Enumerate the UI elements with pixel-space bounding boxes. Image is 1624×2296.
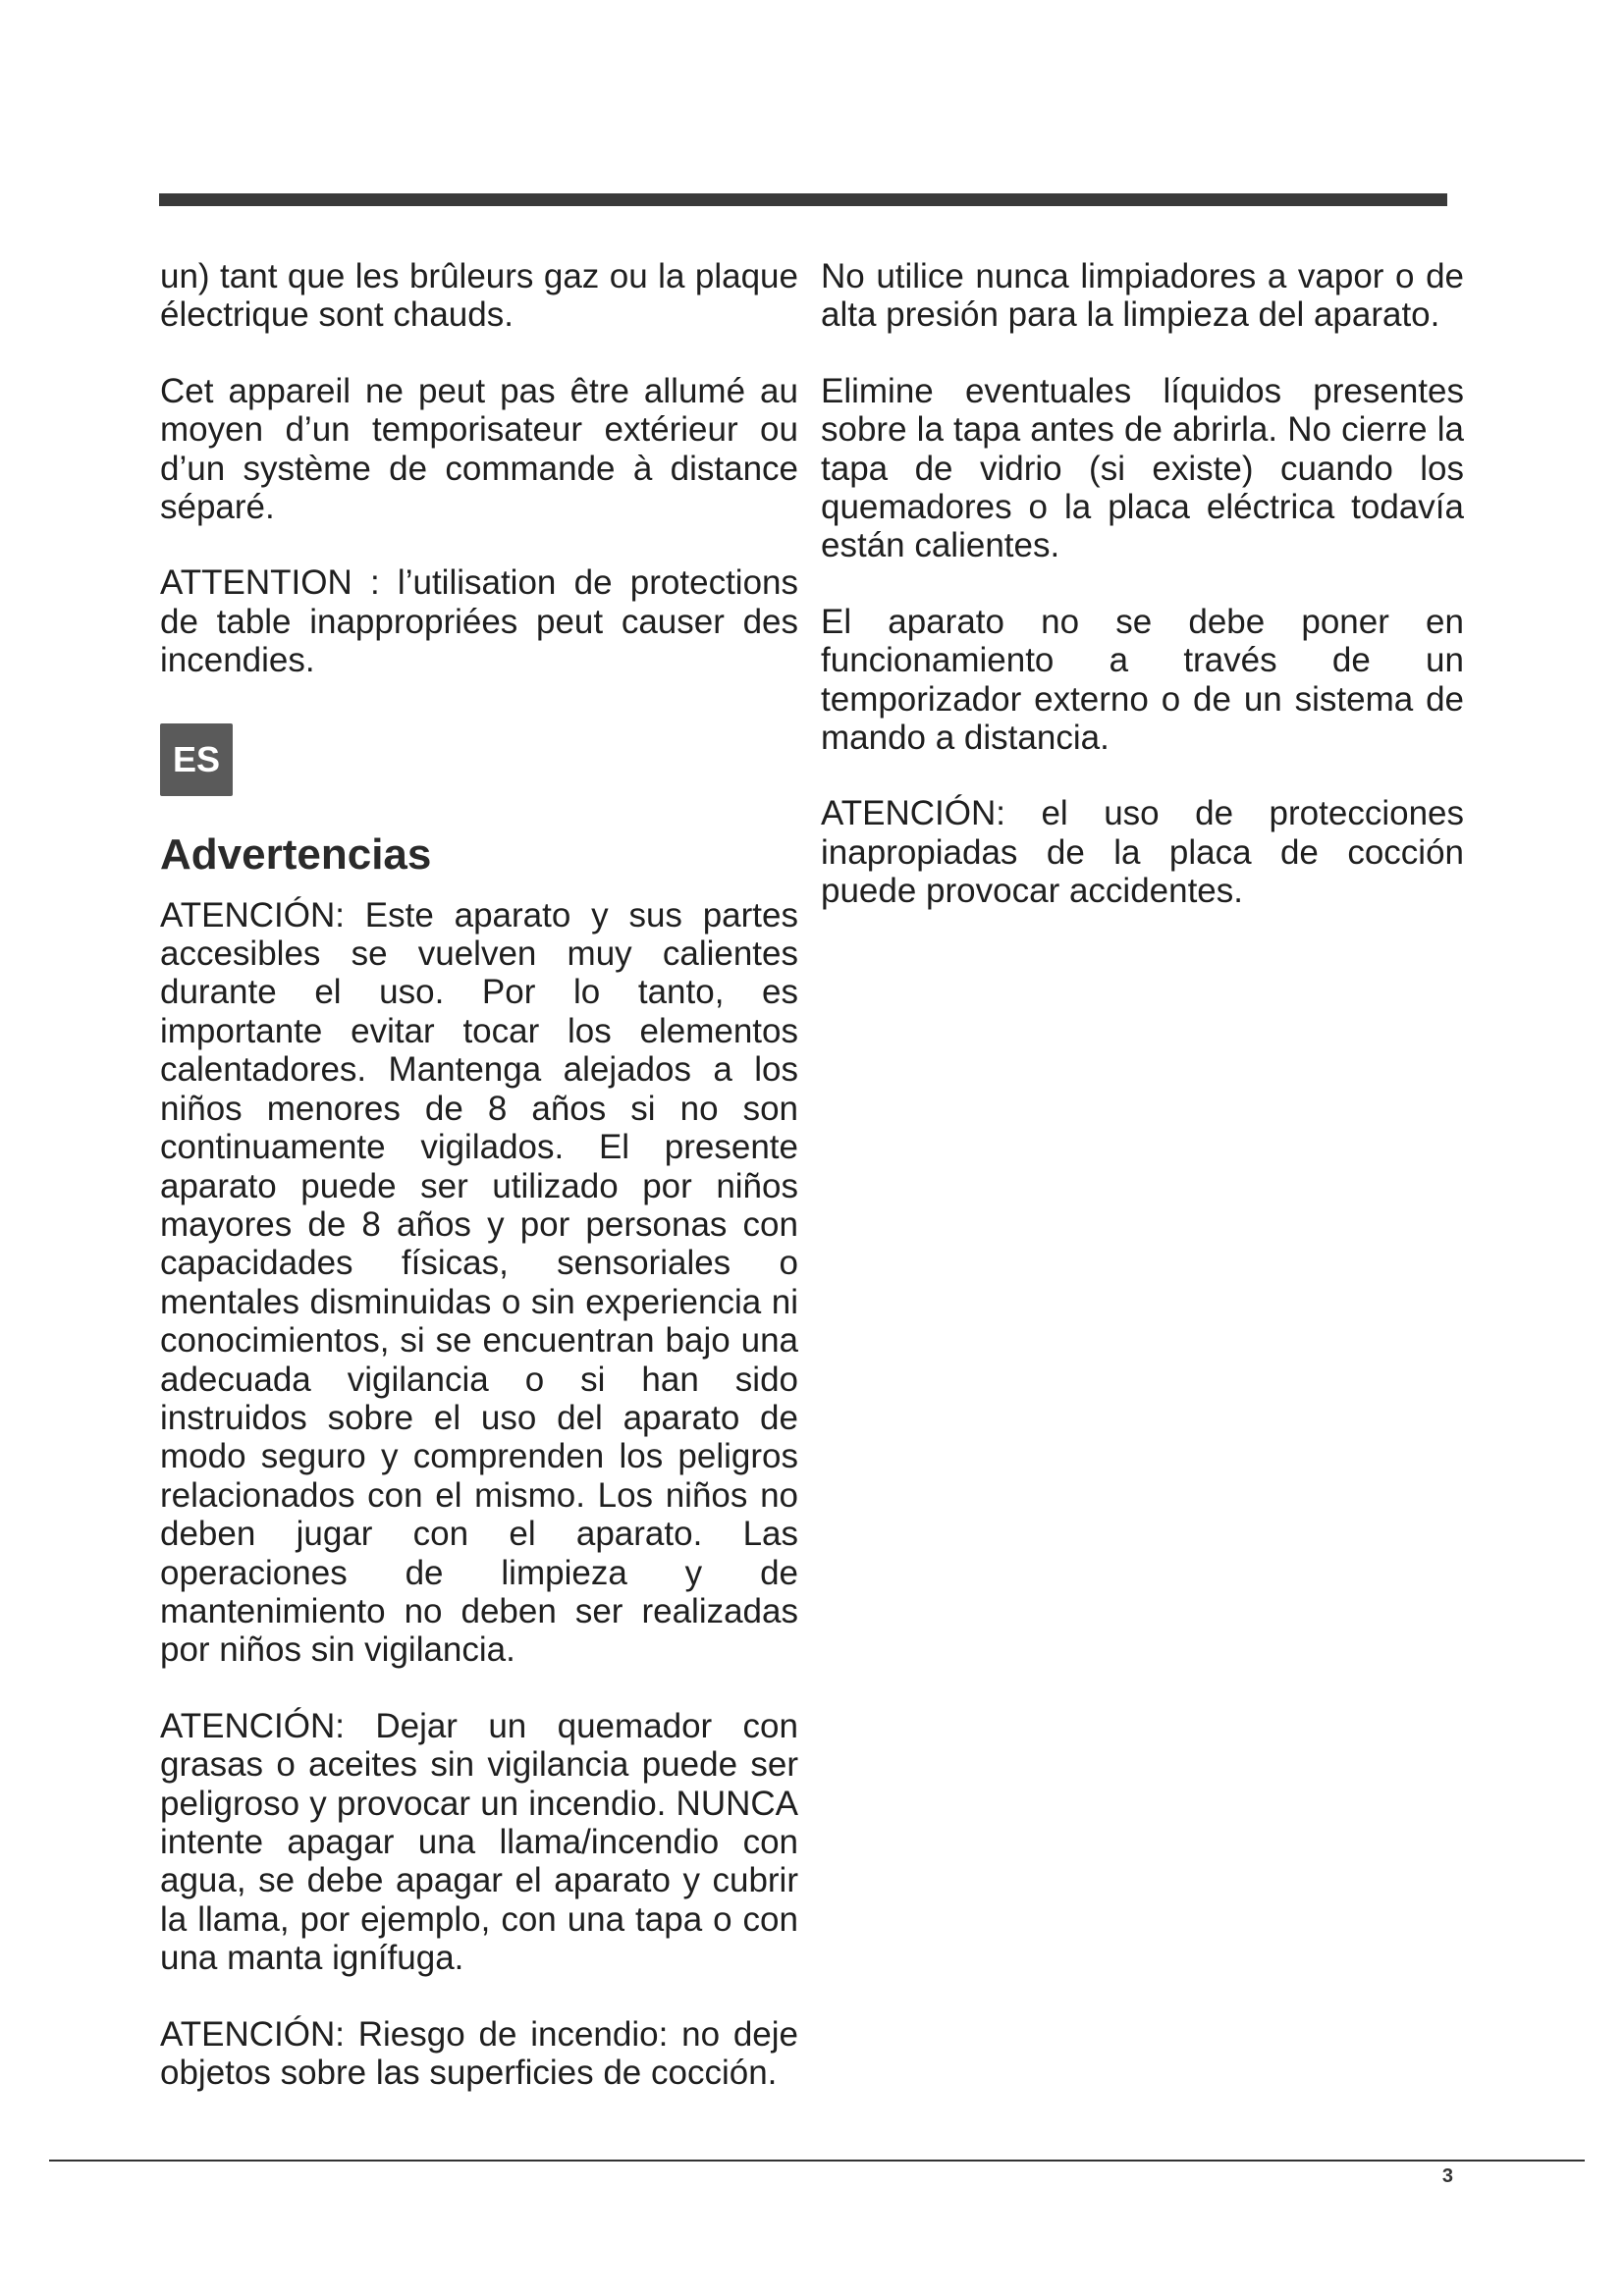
right-paragraph-3: El aparato no se debe poner en funcionamiento a través de un temporizador externo o de un sistema de mando a distancia.: [821, 602, 1464, 758]
right-column: [821, 257, 1464, 948]
fr-paragraph-2: Cet appareil ne peut pas être allumé au moyen d’un temporisateur extérieur ou d’un système de commande à distance séparé.: [160, 371, 798, 527]
section-title-advertencias: Advertencias: [160, 829, 432, 879]
right-paragraph-1: No utilice nunca limpiadores a vapor o de alta presión para la limpieza del aparato.: [821, 257, 1464, 335]
language-badge-es: ES: [160, 723, 233, 796]
header-rule: [159, 193, 1447, 206]
footer-rule: [49, 2160, 1585, 2162]
left-column: [160, 257, 798, 2129]
es-paragraph-2: ATENCIÓN: Dejar un quemador con grasas o aceites sin vigilancia puede ser peligroso y provocar un incendio. NUNCA intente apagar una llama/incendio con agua, se debe apagar el aparato y cubrir la llama, por ejemplo, con una tapa o con una manta ignífuga.: [160, 1706, 798, 1978]
fr-paragraph-1: un) tant que les brûleurs gaz ou la plaque électrique sont chauds.: [160, 257, 798, 335]
fr-paragraph-3: ATTENTION : l’utilisation de protections de table inappropriées peut causer des incendies.: [160, 563, 798, 680]
page-number: 3: [1441, 2165, 1453, 2187]
es-paragraph-1: ATENCIÓN: Este aparato y sus partes accesibles se vuelven muy calientes durante el uso. Por lo tanto, es importante evitar tocar los elementos calentadores. Mantenga alejados a los niños menores de 8 años si no son continuamente vigilados. El presente aparato puede ser utilizado por niños mayores de 8 años y por personas con capacidades físicas, sensoriales o mentales disminuidas o sin experiencia ni conocimientos, si se encuentran bajo una adecuada vigilancia o si han sido instruidos sobre el uso del aparato de modo seguro y comprenden los peligros relacionados con el mismo. Los niños no deben jugar con el aparato. Las operaciones de limpieza y de mantenimiento no deben ser realizadas por niños sin vigilancia.: [160, 895, 798, 1670]
right-paragraph-4: ATENCIÓN: el uso de protecciones inapropiadas de la placa de cocción puede provocar accidentes.: [821, 794, 1464, 911]
es-paragraph-3: ATENCIÓN: Riesgo de incendio: no deje objetos sobre las superficies de cocción.: [160, 2014, 798, 2093]
right-paragraph-2: Elimine eventuales líquidos presentes sobre la tapa antes de abrirla. No cierre la tapa de vidrio (si existe) cuando los quemadores o la placa eléctrica todavía están calientes.: [821, 371, 1464, 565]
